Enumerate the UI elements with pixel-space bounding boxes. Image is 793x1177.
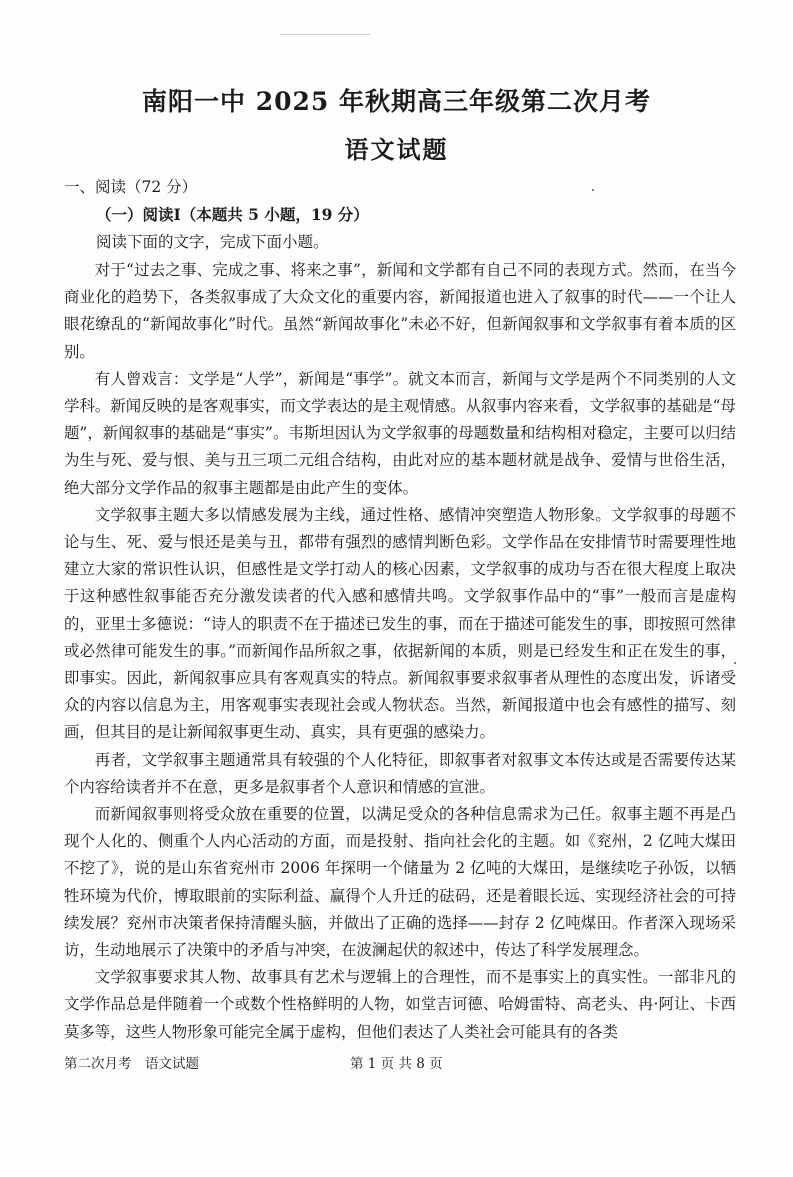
reading-passage xyxy=(64,257,736,1046)
exam-title: 南阳一中 2025 年秋期高三年级第二次月考 xyxy=(142,87,651,116)
passage-paragraph: 有人曾戏言：文学是“人学”，新闻是“事学”。就文本而言，新闻与文学是两个不同类别的人文学科。新闻反映的是客观事实，而文学表达的是主观情感。从叙事内容来看，文学叙事的基础是“母题”，新闻叙事的基础是“事实”。韦斯坦因认为文学叙事的母题数量和结构相对稳定，主要可以归结为生与死、爱与恨、美与丑三项二元组合结构，由此对应的基本题材就是战争、爱情与世俗生活，绝大部分文学作品的叙事主题都是由此产生的变体。 xyxy=(64,369,736,497)
instruction-text: 阅读下面的文字，完成下面小题。 xyxy=(96,233,329,251)
top-divider xyxy=(280,34,370,35)
exam-subtitle: 语文试题 xyxy=(344,135,449,164)
passage-paragraph: 文学叙事要求其人物、故事具有艺术与逻辑上的合理性，而不是事实上的真实性。一部非凡的文学作品总是伴随着一个或数个性格鲜明的人物，如堂吉诃德、哈姆雷特、高老头、冉·阿让、卡西莫多等，这些人物形象可能完全属于虚构，但他们表达了人类社会可能具有的各类 xyxy=(64,968,736,1041)
scan-speck xyxy=(592,189,594,191)
footer-exam-name: 第二次月考 语文试题 xyxy=(64,1056,199,1072)
section-heading: 一、阅读（72 分） xyxy=(64,178,198,196)
passage-paragraph: 对于“过去之事、完成之事、将来之事”，新闻和文学都有自己不同的表现方式。然而，在当今商业化的趋势下，各类叙事成了大众文化的重要内容，新闻报道也进入了叙事的时代——一个让人眼花缭乱的“新闻故事化”时代。虽然“新闻故事化”未必不好，但新闻叙事和文学叙事有着本质的区别。 xyxy=(64,261,736,361)
footer-page-number: 第 1 页 共 8 页 xyxy=(350,1056,443,1072)
scan-speck xyxy=(734,662,736,664)
passage-paragraph: 再者，文学叙事主题通常具有较强的个人化特征，即叙事者对叙事文本传达或是否需要传达某个内容给读者并不在意，更多是叙事者个人意识和情感的宣泄。 xyxy=(64,750,736,796)
passage-paragraph: 文学叙事主题大多以情感发展为主线，通过性格、感情冲突塑造人物形象。文学叙事的母题不论与生、死、爱与恨还是美与丑，都带有强烈的感情判断色彩。文学作品在安排情节时需要理性地建立大家的常识性认识，但感性是文学打动人的核心因素，文学叙事的成功与否在很大程度上取决于这种感性叙事能否充分激发读者的代入感和感情共鸣。文学叙事作品中的“事”一般而言是虚构的，亚里士多德说：“诗人的职责不在于描述已发生的事，而在于描述可能发生的事，即按照可然律或必然律可能发生的事。”而新闻作品所叙之事，依据新闻的本质，则是已经发生和正在发生的事，即事实。因此，新闻叙事应具有客观真实的特点。新闻叙事要求叙事者从理性的态度出发，诉诸受众的内容以信息为主，用客观事实表现社会或人物状态。当然，新闻报道中也会有感性的描写、刻画，但其目的是让新闻叙事更生动、真实，具有更强的感染力。 xyxy=(64,505,736,742)
subsection-heading: （一）阅读Ⅰ（本题共 5 小题，19 分） xyxy=(96,205,369,224)
passage-paragraph: 而新闻叙事则将受众放在重要的位置，以满足受众的各种信息需求为己任。叙事主题不再是凸现个人化的、侧重个人内心活动的方面，而是投射、指向社会化的主题。如《兖州，2 亿吨大煤田不挖了》，说的是山东省兖州市 2006 年探明一个储量为 2 亿吨的大煤田，是继续吃子孙饭，以牺牲环境为代价，博取眼前的实际利益、赢得个人升迁的砝码，还是着眼长远、实现经济社会的可持续发展？兖州市决策者保持清醒头脑，并做出了正确的选择——封存 2 亿吨煤田。作者深入现场采访，生动地展示了决策中的矛盾与冲突，在波澜起伏的叙述中，传达了科学发展理念。 xyxy=(64,805,736,960)
